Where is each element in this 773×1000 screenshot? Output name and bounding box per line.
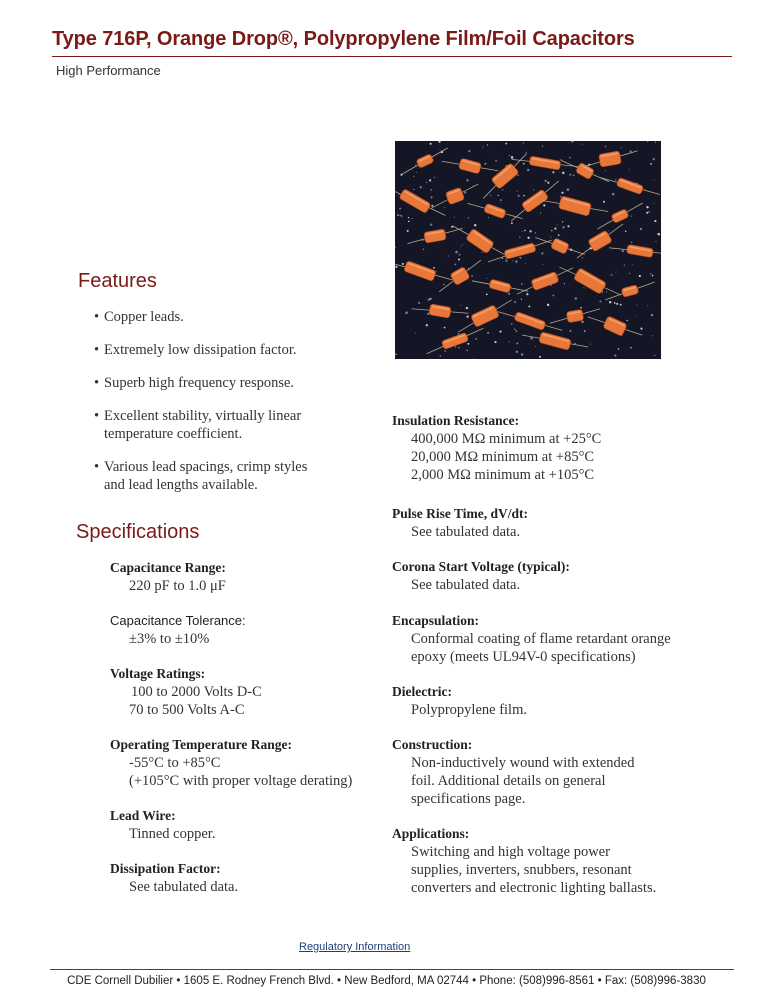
spec-label: Corona Start Voltage (typical): [392, 559, 570, 574]
spec-dissipation-factor [110, 860, 238, 896]
feature-item: • Copper leads. [96, 308, 366, 326]
spec-value: 220 pF to 1.0 μF [129, 578, 226, 594]
capacitor-photo [395, 141, 661, 359]
capacitor-shape [467, 197, 524, 225]
footer-contact: CDE Cornell Dubilier • 1605 E. Rodney French Blvd. • New Bedford, MA 02744 • Phone: (508)996-8561 • Fax: (508)996-3830 [67, 975, 706, 987]
title-divider [52, 56, 732, 57]
spec-label: Encapsulation: [392, 613, 480, 628]
capacitor-shape [558, 259, 623, 304]
spec-construction [392, 736, 635, 808]
feature-item: • Various lead spacings, crimp styles and lead lengths available. [96, 458, 366, 494]
spec-value: 100 to 2000 Volts D-C [131, 684, 262, 700]
spec-applications [392, 825, 656, 897]
page-title: Type 716P, Orange Drop®, Polypropylene Film/Foil Capacitors [52, 28, 635, 50]
spec-voltage-ratings [110, 665, 262, 719]
spec-label: Capacitance Range: [110, 560, 226, 575]
capacitor-shape [497, 305, 563, 336]
capacitor-shape [451, 218, 509, 264]
capacitor-shape [424, 326, 485, 356]
footer-divider [50, 969, 734, 970]
spec-capacitance-tolerance [110, 612, 246, 648]
capacitor-shape [514, 265, 576, 297]
capacitor-shape [441, 153, 499, 178]
spec-value: supplies, inverters, snubbers, resonant [411, 862, 632, 878]
spec-value: See tabulated data. [129, 879, 239, 895]
capacitor-shape [471, 274, 528, 297]
capacitor-shape [477, 151, 533, 201]
spec-value: (+105°C with proper voltage derating) [129, 773, 353, 789]
capacitor-shape [521, 327, 589, 355]
features-list [96, 308, 366, 494]
capacitor-shape [454, 297, 516, 335]
spec-label: Lead Wire: [110, 808, 176, 823]
spec-value: Switching and high voltage power [411, 844, 610, 860]
spec-value: Conformal coating of flame retardant orange [411, 631, 671, 647]
capacitor-shape [586, 308, 643, 344]
capacitor-shape [609, 241, 661, 261]
spec-insulation-resistance [392, 412, 601, 484]
spec-label: Voltage Ratings: [110, 666, 206, 681]
spec-value: epoxy (meets UL94V-0 specifications) [411, 649, 636, 665]
spec-value: 70 to 500 Volts A-C [129, 702, 245, 718]
spec-label: Dielectric: [392, 684, 452, 699]
capacitor-shape [486, 238, 553, 264]
spec-value: Polypropylene film. [411, 702, 527, 718]
spec-value: 20,000 MΩ minimum at +85°C [411, 449, 595, 465]
spec-dielectric [392, 683, 527, 719]
spec-value: -55°C to +85°C [129, 755, 221, 771]
spec-operating-temperature [110, 736, 352, 790]
capacitor-shape [400, 146, 451, 176]
capacitor-shape [511, 153, 579, 173]
spec-value: Non-inductively wound with extended [411, 755, 635, 771]
capacitor-shape [395, 254, 453, 287]
spec-value: 2,000 MΩ minimum at +105°C [411, 467, 595, 483]
spec-value: 400,000 MΩ minimum at +25°C [411, 431, 602, 447]
spec-value: See tabulated data. [411, 524, 521, 540]
spec-value: Tinned copper. [129, 826, 216, 842]
capacitor-shape [434, 257, 486, 294]
specifications-heading: Specifications [76, 521, 200, 543]
feature-item: • Excellent stability, virtually linear temperature coefficient. [96, 407, 366, 443]
capacitor-shape [599, 171, 660, 201]
feature-item: • Superb high frequency response. [96, 374, 366, 392]
spec-value: converters and electronic lighting ballasts. [411, 880, 657, 896]
spec-label: Construction: [392, 737, 473, 752]
features-heading: Features [78, 270, 157, 292]
capacitor-photo-icon [395, 141, 661, 359]
capacitor-shape [548, 306, 601, 326]
spec-label: Dissipation Factor: [110, 861, 221, 876]
capacitor-shape [541, 191, 609, 221]
regulatory-information-link[interactable]: Regulatory Information [299, 941, 411, 953]
spec-label: Operating Temperature Range: [110, 737, 292, 752]
spec-value: foil. Additional details on general [411, 773, 606, 789]
feature-item: • Extremely low dissipation factor. [96, 341, 366, 359]
spec-capacitance-range [110, 559, 226, 595]
spec-label: Capacitance Tolerance: [110, 613, 246, 628]
capacitor-shape [395, 179, 447, 222]
spec-label: Applications: [392, 826, 470, 841]
spec-pulse-rise-time [392, 505, 528, 541]
spec-value: specifications page. [411, 791, 526, 807]
page-subtitle: High Performance [56, 63, 161, 78]
spec-corona-start-voltage [392, 558, 570, 594]
spec-value: See tabulated data. [411, 577, 521, 593]
spec-lead-wire [110, 807, 215, 843]
spec-encapsulation [392, 612, 671, 666]
capacitor-shape [406, 226, 464, 247]
spec-value: ±3% to ±10% [129, 631, 210, 647]
spec-label: Pulse Rise Time, dV/dt: [392, 506, 529, 521]
spec-label: Insulation Resistance: [392, 413, 520, 428]
